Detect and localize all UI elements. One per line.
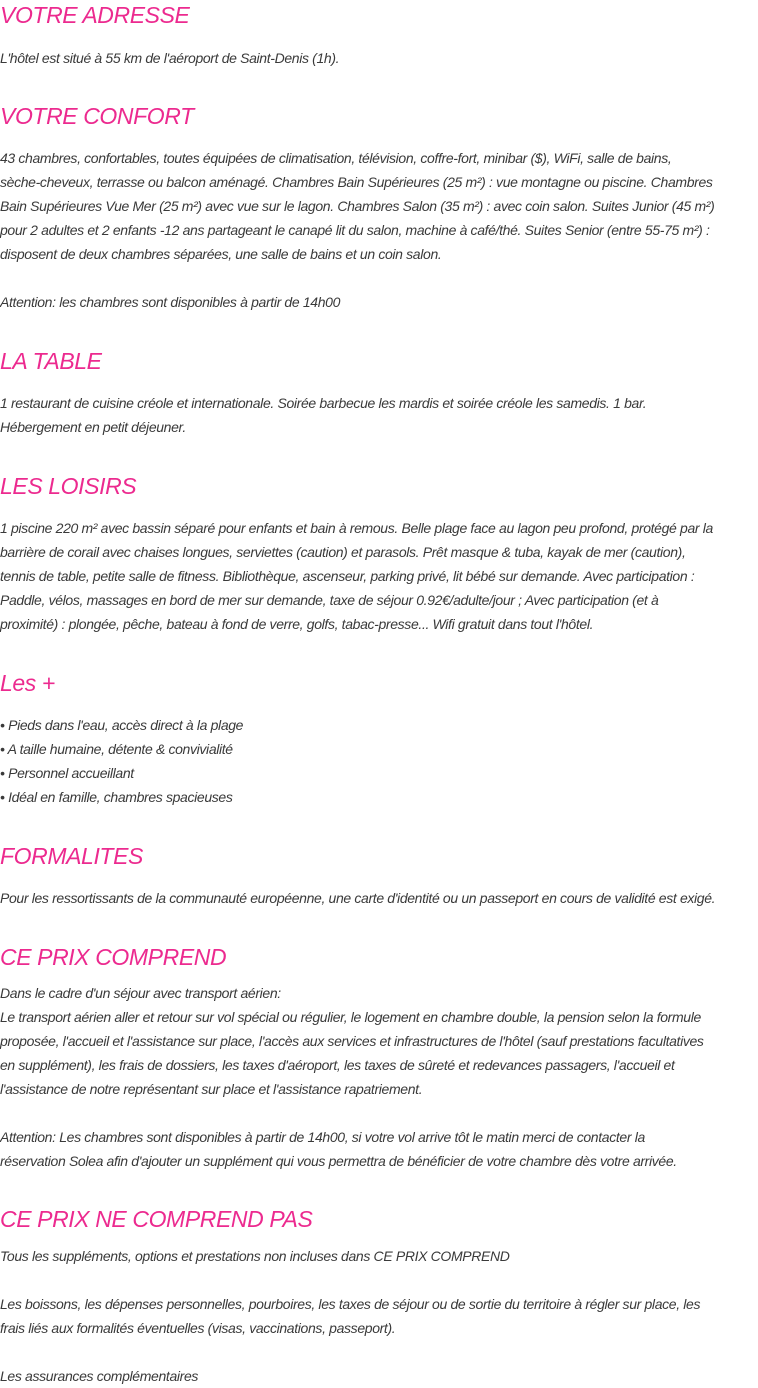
comprend-attention: Attention: Les chambres sont disponibles à partir de 14h00, si votre vol arrive tôt le matin merci de contacter la: [0, 1129, 645, 1145]
list-item: • A taille humaine, détente & convivialité: [0, 741, 233, 757]
section-title-adresse: VOTRE ADRESSE: [0, 2, 190, 28]
list-item: • Pieds dans l'eau, accès direct à la plage: [0, 717, 244, 733]
list-item: • Idéal en famille, chambres spacieuses: [0, 789, 233, 805]
assurances-text: Les assurances complémentaires: [0, 1368, 199, 1384]
section-title-loisirs: LES LOISIRS: [0, 473, 137, 499]
ne-comprend-pas-text: Tous les suppléments, options et prestations non incluses dans CE PRIX COMPREND Les boissons, les dépenses personnelles, pourboires, les taxes de séjour ou de sortie du territoire à régler sur place, les frais liés aux formalités éventuelles (visas, vaccinations, passeport). Les assurances complémentaires: [0, 1244, 756, 1388]
confort-text: 43 chambres, confortables, toutes équipées de climatisation, télévision, coffre-fort, minibar ($), WiFi, salle de bains, sèche-cheveux, terrasse ou balcon aménagé. Chambres Bain Supérieures (25 m²) : vue montagne ou piscine. Chambres Bain Supérieures Vue Mer (25 m²) avec vue sur le lagon. Chambres Salon (35 m²) : avec coin salon. Suites Junior (45 m²) pour 2 adultes et 2 enfants -12 ans partageant le canapé lit du salon, machine à café/thé. Suites Senior (entre 55-75 m²) : disposent de deux chambres séparées, une salle de bains et un coin salon. Attention: les chambres sont disponibles à partir de 14h00: [0, 146, 756, 314]
section-title-formalites: FORMALITES: [0, 843, 143, 869]
loisirs-text: 1 piscine 220 m² avec bassin séparé pour enfants et bain à remous. Belle plage face au lagon peu profond, protégé par la barrière de corail avec chaises longues, serviettes (caution) et parasols. Prêt masque & tuba, kayak de mer (caution), tennis de table, petite salle de fitness. Bibliothèque, ascenseur, parking privé, lit bébé sur demande. Avec participation : Paddle, vélos, massages en bord de mer sur demande, taxe de séjour 0.92€/adulte/jour ; Avec participation (et à proximité) : plongée, pêche, bateau à fond de verre, golfs, tabac-presse... Wifi gratuit dans tout l'hôtel.: [0, 520, 713, 632]
confort-attention: Attention: les chambres sont disponibles à partir de 14h00: [0, 294, 341, 310]
adresse-text: L'hôtel est situé à 55 km de l'aéroport de Saint-Denis (1h).: [0, 50, 340, 66]
section-title-table: LA TABLE: [0, 348, 102, 374]
formalites-text: Pour les ressortissants de la communauté européenne, une carte d'identité ou un passeport en cours de validité est exigé.: [0, 890, 716, 906]
list-item: • Personnel accueillant: [0, 765, 134, 781]
section-title-plus: Les +: [0, 670, 55, 696]
plus-list: [0, 713, 756, 809]
table-text: 1 restaurant de cuisine créole et internationale. Soirée barbecue les mardis et soirée créole les samedis. 1 bar. Hébergement en petit déjeuner.: [0, 395, 647, 435]
section-title-confort: VOTRE CONFORT: [0, 103, 194, 129]
section-title-comprend: CE PRIX COMPREND: [0, 944, 227, 970]
comprend-text: Dans le cadre d'un séjour avec transport aérien: Le transport aérien aller et retour sur vol spécial ou régulier, le logement en chambre double, la pension selon la formule proposée, l'accueil et l'assistance sur place, l'accès aux services et infrastructures de l'hôtel (sauf prestations facultatives en supplément), les frais de dossiers, les taxes d'aéroport, les taxes de sûreté et redevances passagers, l'accueil et l'assistance de notre représentant sur place et l'assistance rapatriement. Attention: Les chambres sont disponibles à partir de 14h00, si votre vol arrive tôt le matin merci de contacter la réservation Solea afin d'ajouter un supplément qui vous permettra de bénéficier de votre chambre dès votre arrivée.: [0, 981, 756, 1173]
section-title-ne-comprend-pas: CE PRIX NE COMPREND PAS: [0, 1206, 313, 1232]
